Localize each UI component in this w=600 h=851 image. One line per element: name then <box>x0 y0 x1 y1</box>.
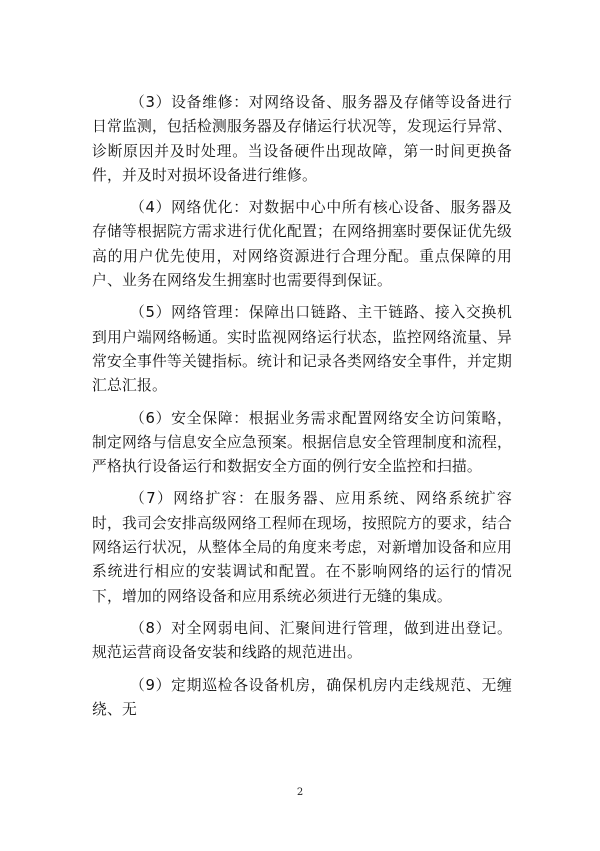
body-text <box>92 91 512 730</box>
paragraph-security-assurance: （6）安全保障：根据业务需求配置网络安全访问策略，制定网络与信息安全应急预案。根据信息安全管理制度和流程，严格执行设备运行和数据安全方面的例行安全监控和扫描。 <box>92 409 512 476</box>
page-number: 2 <box>296 787 304 798</box>
paragraph-network-management: （5）网络管理：保障出口链路、主干链路、接入交换机到用户端网络畅通。实时监视网络运行状态，监控网络流量、异常安全事件等关键指标。统计和记录各类网络安全事件，并定期汇总汇报。 <box>92 304 512 395</box>
paragraph-room-management: （8）对全网弱电间、汇聚间进行管理，做到进出登记。规范运营商设备安装和线路的规范进出。 <box>92 619 512 662</box>
paragraph-network-optimization: （4）网络优化：对数据中心中所有核心设备、服务器及存储等根据院方需求进行优化配置；在网络拥塞时要保证优先级高的用户优先使用，对网络资源进行合理分配。重点保障的用户、业务在网络发生拥塞时也需要得到保证。 <box>92 199 512 290</box>
paragraph-network-expansion: （7）网络扩容：在服务器、应用系统、网络系统扩容时，我司会安排高级网络工程师在现场，按照院方的要求，结合网络运行状况，从整体全局的角度来考虑，对新增加设备和应用系统进行相应的安装调试和配置。在不影响网络的运行的情况下，增加的网络设备和应用系统必须进行无缝的集成。 <box>92 490 512 605</box>
paragraph-equipment-maintenance: （3）设备维修：对网络设备、服务器及存储等设备进行日常监测，包括检测服务器及存储运行状况等，发现运行异常、诊断原因并及时处理。当设备硬件出现故障，第一时间更换备件，并及时对损坏设备进行维修。 <box>92 94 512 184</box>
paragraph-room-inspection: （9）定期巡检各设备机房，确保机房内走线规范、无缠绕、无 <box>92 676 512 718</box>
